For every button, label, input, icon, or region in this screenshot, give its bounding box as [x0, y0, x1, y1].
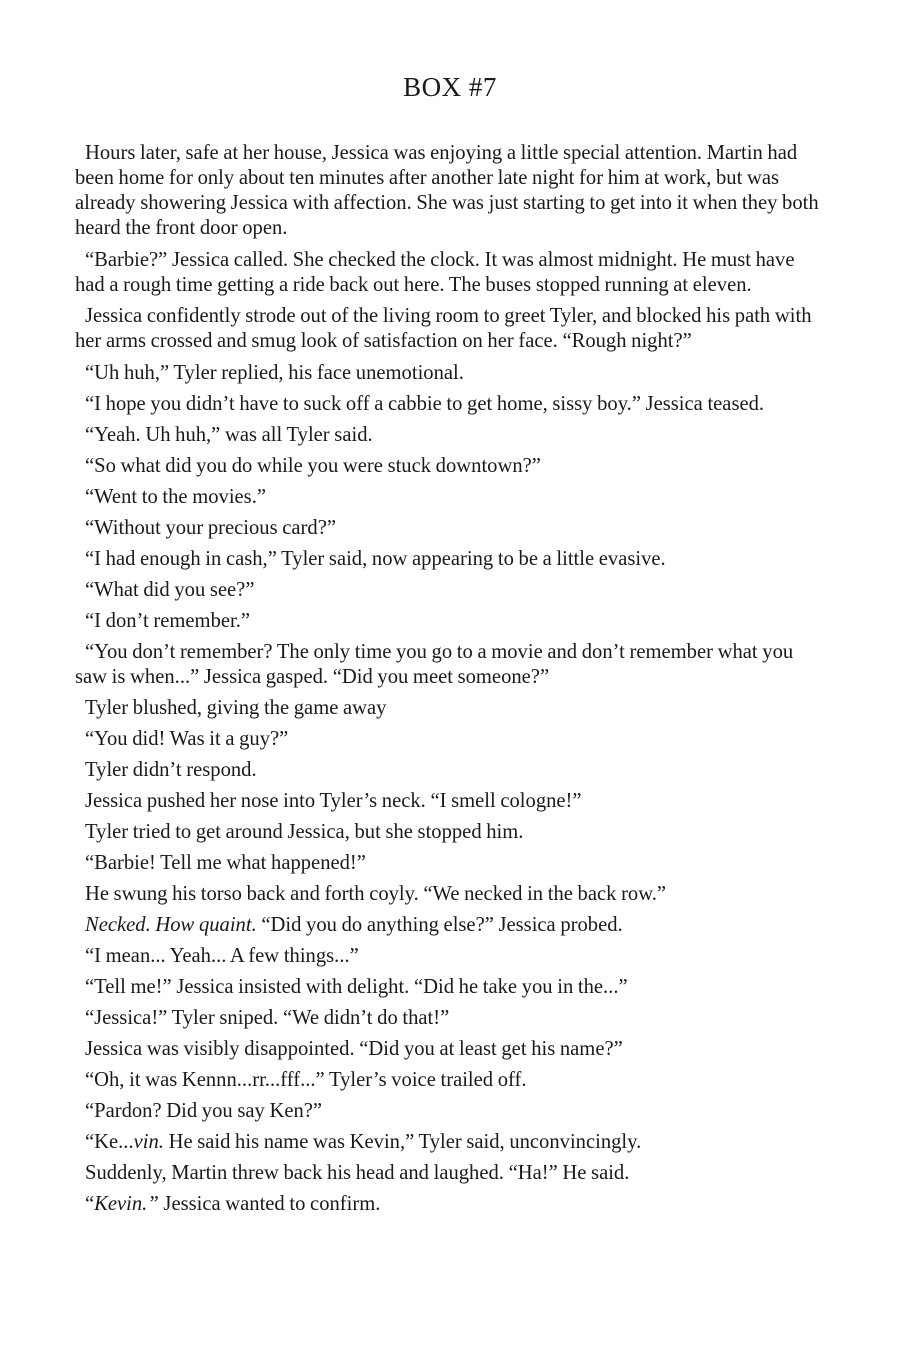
paragraph: [75, 727, 827, 752]
paragraph: [75, 304, 827, 354]
paragraph-text: Jessica was visibly disappointed. “Did you at least get his name?”: [85, 1038, 623, 1060]
paragraph: [75, 758, 827, 783]
paragraph-text: Tyler tried to get around Jessica, but she stopped him.: [85, 821, 524, 843]
paragraph: [75, 696, 827, 721]
paragraph-text: “Jessica!” Tyler sniped. “We didn’t do that!”: [85, 1007, 450, 1029]
paragraph: [75, 516, 827, 541]
paragraph: [75, 913, 827, 938]
paragraph-text: “You don’t remember? The only time you go to a movie and don’t remember what you saw is when...” Jessica gasped. “Did you meet someone?”: [75, 640, 794, 688]
paragraph-text: “Barbie?” Jessica called. She checked the clock. It was almost midnight. He must have had a rough time getting a ride back out here. The buses stopped running at eleven.: [75, 248, 795, 296]
paragraph: [75, 578, 827, 603]
paragraph: [75, 640, 827, 690]
paragraph-text: Jessica wanted to confirm.: [158, 1193, 381, 1215]
italic-text: Kevin.”: [94, 1193, 159, 1215]
paragraph: [75, 820, 827, 845]
paragraph-text: “Barbie! Tell me what happened!”: [85, 852, 366, 874]
paragraph-text: “I mean... Yeah... A few things...”: [85, 945, 359, 967]
paragraph-text: “Pardon? Did you say Ken?”: [85, 1100, 323, 1122]
paragraph: [75, 1006, 827, 1031]
paragraph-text: “Yeah. Uh huh,” was all Tyler said.: [85, 423, 373, 446]
paragraph: [75, 547, 827, 572]
paragraph-text: “Without your precious card?”: [85, 516, 336, 539]
italic-text: vin.: [133, 1131, 164, 1153]
paragraph-text: “I don’t remember.”: [85, 609, 251, 632]
paragraph: [75, 1161, 827, 1186]
paragraph: [75, 454, 827, 479]
paragraph: [75, 944, 827, 969]
chapter-title: BOX #7: [403, 72, 497, 102]
paragraph-text: “Did you do anything else?” Jessica probed.: [256, 914, 623, 936]
paragraph-text: “So what did you do while you were stuck downtown?”: [85, 454, 541, 477]
italic-thought: Necked. How quaint.: [85, 914, 257, 936]
paragraph-text: Suddenly, Martin threw back his head and laughed. “Ha!” He said.: [85, 1162, 630, 1184]
paragraph-prefix: “Ke...: [85, 1131, 134, 1153]
paragraph: [75, 609, 827, 634]
paragraph-text: “I had enough in cash,” Tyler said, now appearing to be a little evasive.: [85, 547, 666, 570]
paragraph: [75, 141, 827, 241]
paragraph: [75, 361, 827, 386]
paragraph: [75, 1099, 827, 1124]
paragraph-text: “Went to the movies.”: [85, 485, 266, 508]
paragraph-text: Hours later, safe at her house, Jessica was enjoying a little special attention. Martin had been home for only about ten minutes after another late night for him at work, but was already showering Jessica with affection. She was just starting to get into it when they both heard the front door open.: [75, 142, 819, 239]
paragraph-text: “Uh huh,” Tyler replied, his face unemotional.: [85, 361, 464, 384]
paragraph: [75, 423, 827, 448]
paragraph: [75, 1068, 827, 1093]
paragraph: [75, 1192, 827, 1217]
paragraph-text: He swung his torso back and forth coyly. “We necked in the back row.”: [85, 883, 667, 905]
paragraph-text: Tyler blushed, giving the game away: [85, 697, 387, 719]
paragraph-text: “You did! Was it a guy?”: [85, 728, 289, 750]
paragraph: [75, 882, 827, 907]
paragraph: [75, 248, 827, 298]
paragraph: [75, 1037, 827, 1062]
paragraph: [75, 485, 827, 510]
paragraph: [75, 851, 827, 876]
paragraph: [75, 975, 827, 1000]
paragraph-text: Tyler didn’t respond.: [85, 759, 257, 781]
paragraph: [75, 789, 827, 814]
paragraph-prefix: “: [85, 1193, 95, 1215]
paragraph: [75, 392, 827, 417]
paragraph: [75, 1130, 827, 1155]
paragraph-text: “Oh, it was Kennn...rr...fff...” Tyler’s voice trailed off.: [85, 1069, 527, 1091]
paragraph-text: Jessica confidently strode out of the living room to greet Tyler, and blocked his path with her arms crossed and smug look of satisfaction on her face. “Rough night?”: [75, 305, 812, 352]
paragraph-text: “Tell me!” Jessica insisted with delight. “Did he take you in the...”: [85, 976, 628, 998]
chapter-body: [75, 141, 827, 1223]
paragraph-text: He said his name was Kevin,” Tyler said, unconvincingly.: [163, 1131, 642, 1153]
paragraph-text: “I hope you didn’t have to suck off a cabbie to get home, sissy boy.” Jessica teased.: [85, 392, 765, 415]
paragraph-text: Jessica pushed her nose into Tyler’s neck. “I smell cologne!”: [85, 790, 582, 812]
paragraph-text: “What did you see?”: [85, 578, 255, 601]
